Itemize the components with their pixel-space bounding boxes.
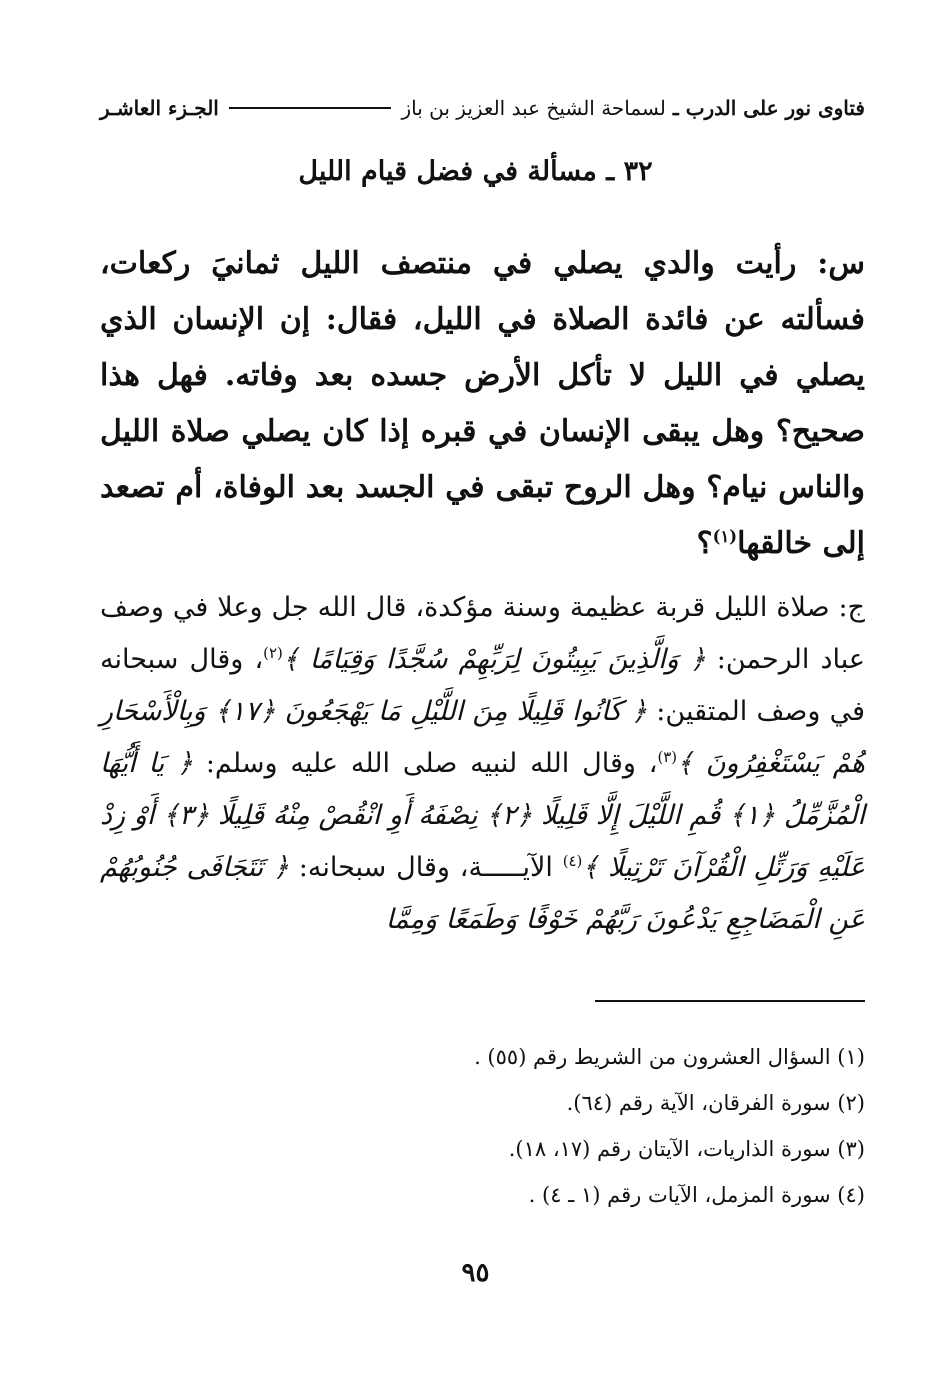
quran-verse-3: ﴿ يَا أَيُّهَا الْمُزَّمِّلُ ﴿١﴾ قُمِ اللَّيْلَ إِلَّا قَلِيلًا ﴿٢﴾ نِصْفَهُ أَوِ انْقُصْ مِنْهُ قَلِيلًا ﴿٣﴾ أَوْ زِدْ عَلَيْهِ وَرَتِّلِ الْقُرْآنَ تَرْتِيلًا ﴾	[100, 748, 865, 883]
footnote-ref-2: (٢)	[263, 644, 283, 662]
footnotes	[100, 1034, 865, 1218]
question-footnote-ref: (١)	[712, 527, 738, 546]
footnote-separator	[595, 1000, 865, 1002]
header-rule	[229, 107, 392, 109]
running-header	[100, 88, 865, 128]
question-text: س: رأيت والدي يصلي في منتصف الليل ثمانيَ ركعات، فسألته عن فائدة الصلاة في الليل، فقال: إن الإنسان الذي يصلي في الليل لا تأكل الأرض جسده بعد وفاته. فهل هذا صحيح؟ وهل يبقى الإنسان في قبره إذا كان يصلي صلاة الليل والناس نيام؟ وهل الروح تبقى في الجسد بعد الوفاة، أم تصعد إلى خالقها	[100, 246, 865, 561]
header-separator: ـ	[672, 96, 679, 120]
footnote-ref-3: (٣)	[657, 748, 678, 766]
answer-paragraph	[100, 582, 865, 946]
answer-part-4: الآيـــــة، وقال سبحانه:	[298, 852, 563, 883]
quran-verse-1: ﴿ وَالَّذِينَ يَبِيتُونَ لِرَبِّهِمْ سُجَّدًا وَقِيَامًا ﴾	[282, 644, 706, 675]
book-title-text: فتاوى نور على الدرب	[685, 96, 865, 120]
footnote-2: (٢) سورة الفرقان، الآية رقم (٦٤).	[566, 1091, 865, 1115]
answer-part-1: ج: صلاة الليل قربة عظيمة وسنة مؤكدة، قال الله جل وعلا في وصف عباد الرحمن:	[100, 592, 865, 675]
footnote-4: (٤) سورة المزمل، الآيات رقم (١ ـ ٤) .	[528, 1183, 865, 1207]
header-part: الجـزء العاشـر	[100, 96, 219, 120]
footnote-1: (١) السؤال العشرون من الشريط رقم (٥٥) .	[474, 1045, 865, 1069]
question-paragraph	[100, 236, 865, 572]
answer-part-3: ، وقال الله لنبيه صلى الله عليه وسلم:	[205, 748, 658, 779]
answer-part-2: ، وقال سبحانه في وصف المتقين:	[100, 644, 866, 727]
footnote-3: (٣) سورة الذاريات، الآيتان رقم (١٧، ١٨).	[508, 1137, 865, 1161]
quran-verse-4: ﴿ تَتَجَافَى جُنُوبُهُمْ عَنِ الْمَضَاجِعِ يَدْعُونَ رَبَّهُمْ خَوْفًا وَطَمَعًا وَمِمَّا	[100, 852, 865, 935]
section-title: ٣٢ ـ مسألة في فضل قيام الليل	[298, 156, 653, 187]
header-author: لسماحة الشيخ عبد العزيز بن باز	[401, 96, 666, 120]
question-end-mark: ؟	[696, 526, 713, 561]
header-book-title	[401, 96, 865, 120]
footnote-ref-4: (٤)	[562, 852, 583, 870]
quran-verse-2: ﴿ كَانُوا قَلِيلًا مِنَ اللَّيْلِ مَا يَهْجَعُونَ ﴿١٧﴾ وَبِالْأَسْحَارِ هُمْ يَسْتَغْفِرُونَ ﴾	[100, 696, 865, 779]
page-number: ٩٥	[461, 1258, 490, 1288]
